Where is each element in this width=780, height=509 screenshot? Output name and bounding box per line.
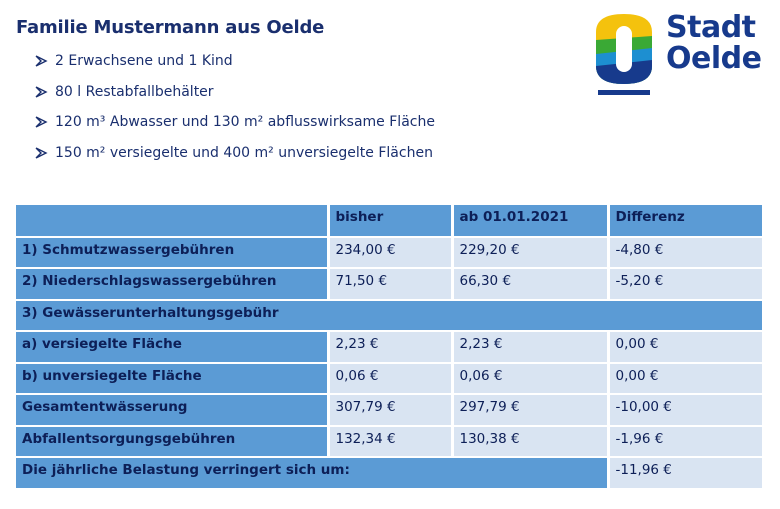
table-row	[16, 394, 762, 426]
logo-wordmark	[666, 12, 761, 74]
cell-diff: -5,20 €	[608, 268, 762, 300]
cell-diff: -10,00 €	[608, 394, 762, 426]
bullet-text: 120 m³ Abwasser und 130 m² abflusswirksame Fläche	[55, 114, 435, 131]
row-label: 2) Niederschlagswassergebühren	[16, 268, 328, 300]
cell-diff: 0,00 €	[608, 331, 762, 363]
cell-bisher: 234,00 €	[328, 237, 452, 269]
list-item	[34, 113, 435, 131]
header-cell	[16, 205, 328, 237]
header-cell: bisher	[328, 205, 452, 237]
table-section-row	[16, 300, 762, 332]
table-row	[16, 331, 762, 363]
cell-neu: 2,23 €	[452, 331, 608, 363]
cell-bisher: 2,23 €	[328, 331, 452, 363]
cell-neu: 229,20 €	[452, 237, 608, 269]
row-label: b) unversiegelte Fläche	[16, 363, 328, 395]
row-label: 1) Schmutzwassergebühren	[16, 237, 328, 269]
table-row	[16, 237, 762, 269]
total-diff: -11,96 €	[608, 457, 762, 489]
header-cell: ab 01.01.2021	[452, 205, 608, 237]
arrow-bullet-icon	[34, 115, 48, 129]
bullet-text: 2 Erwachsene und 1 Kind	[55, 53, 233, 69]
arrow-bullet-icon	[34, 85, 48, 99]
list-item	[34, 52, 435, 70]
row-label: Abfallentsorgungsgebühren	[16, 426, 328, 458]
household-facts-list	[34, 52, 435, 175]
cell-diff: -1,96 €	[608, 426, 762, 458]
section-label: 3) Gewässerunterhaltungsgebühr	[16, 300, 762, 332]
row-label: a) versiegelte Fläche	[16, 331, 328, 363]
header-cell: Differenz	[608, 205, 762, 237]
logo-line-1: Stadt	[666, 10, 756, 45]
cell-bisher: 71,50 €	[328, 268, 452, 300]
table-header-row	[16, 205, 762, 237]
row-label: Gesamtentwässerung	[16, 394, 328, 426]
total-label: Die jährliche Belastung verringert sich um:	[16, 457, 608, 489]
cell-diff: -4,80 €	[608, 237, 762, 269]
cell-neu: 297,79 €	[452, 394, 608, 426]
list-item	[34, 144, 435, 162]
arrow-bullet-icon	[34, 146, 48, 160]
fee-comparison-table	[16, 205, 762, 490]
cell-bisher: 0,06 €	[328, 363, 452, 395]
bullet-text: 80 l Restabfallbehälter	[55, 83, 214, 100]
list-item	[34, 83, 435, 101]
logo-line-2: Oelde	[666, 41, 762, 76]
bullet-text: 150 m² versiegelte und 400 m² unversiegelte Flächen	[55, 145, 433, 162]
table-total-row	[16, 457, 762, 489]
page-title: Familie Mustermann aus Oelde	[16, 17, 325, 38]
cell-neu: 0,06 €	[452, 363, 608, 395]
table-row	[16, 426, 762, 458]
cell-bisher: 132,34 €	[328, 426, 452, 458]
cell-neu: 66,30 €	[452, 268, 608, 300]
table-row	[16, 363, 762, 395]
cell-neu: 130,38 €	[452, 426, 608, 458]
cell-diff: 0,00 €	[608, 363, 762, 395]
arrow-bullet-icon	[34, 54, 48, 68]
cell-bisher: 307,79 €	[328, 394, 452, 426]
table-row	[16, 268, 762, 300]
